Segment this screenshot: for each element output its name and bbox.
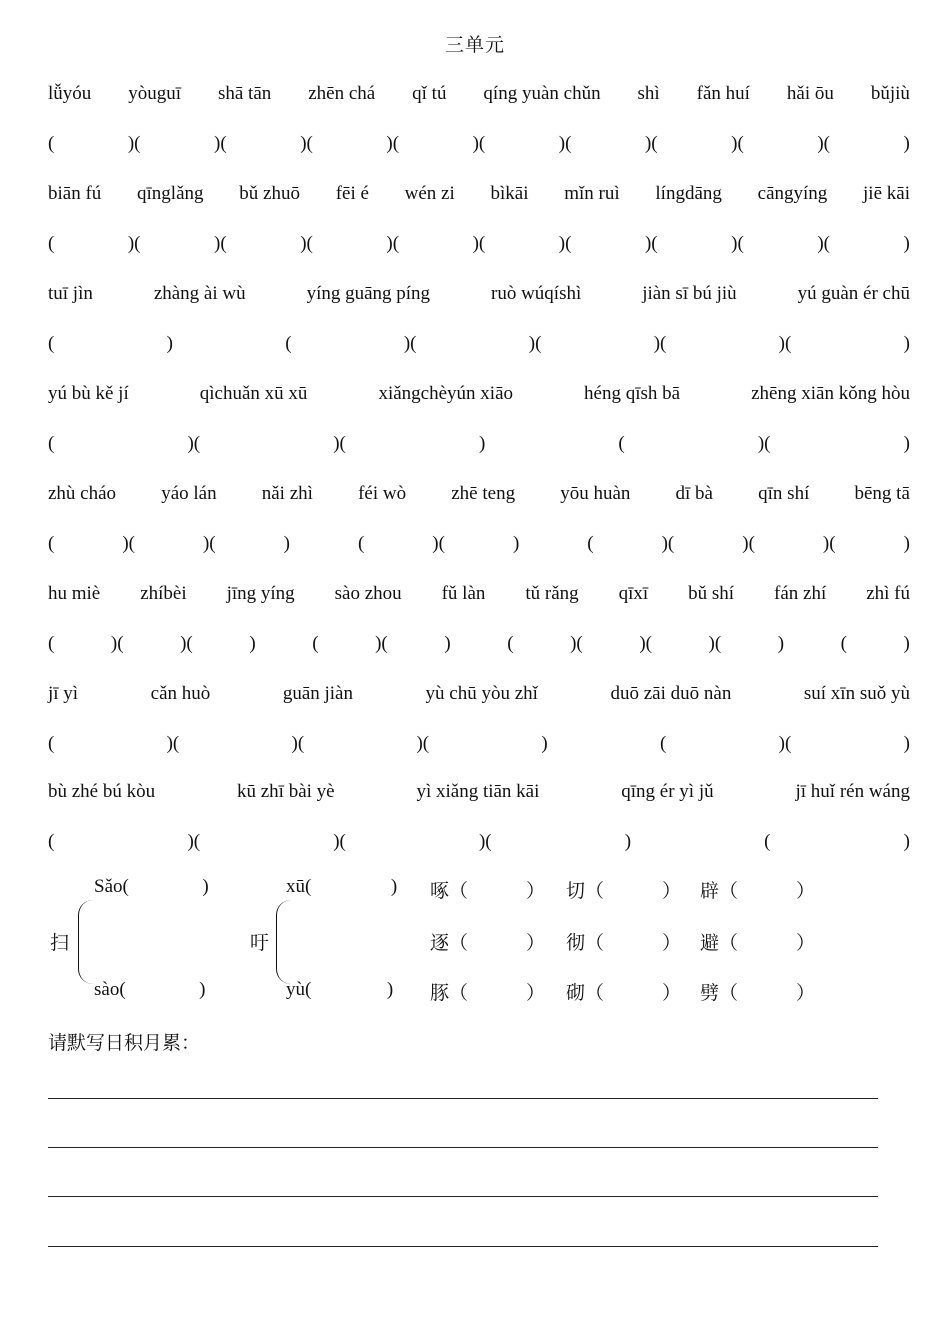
bracket: ) [903,831,910,852]
bracket-close: ） [796,982,816,1004]
pinyin-row [48,280,910,308]
pinyin-word: qíng yuàn chǔn [483,83,601,104]
bracket: )( [661,533,675,554]
bracket: ) [249,633,256,654]
pinyin-word: yú guàn ér chū [797,283,910,304]
answer-bracket-row[interactable] [48,230,910,258]
bracket: )( [333,433,346,454]
bracket: )( [478,831,492,852]
pinyin-word: wén zi [404,183,455,204]
pinyin-word: jī huǐ rén wáng [795,781,910,802]
char-pinyin-item [566,928,681,955]
recite-prompt: 请默写日积月累： [48,1032,201,1054]
bracket: ) [283,533,290,554]
char-pinyin-item [566,876,681,903]
pinyin-label: yù( [286,979,312,1000]
bracket: )( [180,633,193,654]
polyphone-sao-top [94,876,209,898]
pinyin-word: qīng ér yì jǔ [621,781,714,802]
hanzi: 逐 [430,932,450,954]
bracket: )( [403,333,417,354]
bracket: )( [166,733,180,754]
pinyin-word: ruò wúqíshì [491,283,582,304]
bracket: )( [731,133,744,154]
answer-line[interactable] [48,1098,878,1099]
bracket: )( [778,333,792,354]
pinyin-word: zhíbèi [140,583,187,604]
bracket: ) [777,633,785,654]
pinyin-row [48,180,910,208]
bracket-open: （ [585,880,605,902]
answer-line[interactable] [48,1147,878,1148]
bracket: ( [618,433,625,454]
polyphone-char: 扫 [50,932,70,954]
bracket: ( [48,233,55,254]
pinyin-word: língdāng [655,183,722,204]
bracket: ) [903,233,910,254]
bracket: )( [375,633,388,654]
pinyin-word: nǎi zhì [261,483,313,504]
pinyin-word: sào zhou [334,583,402,604]
bracket: ( [764,831,771,852]
bracket-open: （ [719,932,739,954]
bracket-close: ) [386,979,394,1000]
bracket: )( [708,633,722,654]
pinyin-word: tuī jìn [48,283,93,304]
pinyin-word: yì xiǎng tiān kāi [416,781,540,802]
pinyin-row [48,80,910,108]
pinyin-word: hǎi ōu [786,83,834,104]
bracket: ( [357,533,365,554]
bracket: )( [817,133,831,154]
pinyin-word: fǎn huí [696,83,750,104]
bracket: )( [778,733,792,754]
bracket: ( [312,633,319,654]
pinyin-word: fǔ làn [441,583,486,604]
pinyin-word: qǐ tú [412,83,447,104]
bracket: ) [166,333,173,354]
pinyin-word: fēi é [335,183,369,204]
pinyin-row [48,580,910,608]
bracket: ) [903,533,910,554]
bracket: ( [48,333,55,354]
bracket: ( [48,133,55,154]
pinyin-word: qīn shí [758,483,810,504]
char-pinyin-item [430,928,545,955]
polyphone-xu-bottom [286,979,393,1001]
pinyin-word: jiē kāi [863,183,910,204]
pinyin-row [48,680,910,708]
pinyin-word: mǐn ruì [564,183,620,204]
bracket-open: （ [449,932,469,954]
hanzi: 啄 [430,880,450,902]
hanzi: 辟 [700,880,720,902]
bracket: )( [742,533,755,554]
pinyin-row [48,480,910,508]
answer-bracket-row[interactable] [48,330,910,358]
answer-line[interactable] [48,1196,878,1197]
bracket: ) [512,533,520,554]
bracket: ) [903,333,910,354]
bracket: ( [48,831,55,852]
bracket: ) [478,433,486,454]
bracket-close: ） [662,932,682,954]
pinyin-word: yù chū yòu zhǐ [425,683,538,704]
pinyin-word: yōu huàn [560,483,631,504]
pinyin-word: kū zhī bài yè [236,781,335,802]
pinyin-word: cāngyíng [757,183,828,204]
char-pinyin-item [430,876,545,903]
bracket: )( [472,233,486,254]
bracket: )( [558,233,572,254]
bracket-close: ） [796,880,816,902]
pinyin-word: yú bù kě jí [48,383,129,404]
bracket: )( [644,133,658,154]
bracket-close: ) [199,979,206,1000]
pinyin-word: xiǎngchèyún xiāo [378,383,514,404]
bracket-open: （ [719,880,739,902]
bracket-close: ) [390,876,398,897]
bracket: ( [48,633,55,654]
bracket: )( [817,233,831,254]
bracket: ( [840,633,847,654]
pinyin-word: yáo lán [161,483,217,504]
answer-bracket-row[interactable] [48,730,910,758]
pinyin-word: féi wò [358,483,407,504]
bracket: ( [48,733,55,754]
answer-bracket-row[interactable] [48,130,910,158]
bracket: )( [570,633,583,654]
bracket: ) [903,733,910,754]
bracket: ( [285,333,292,354]
hanzi: 切 [566,880,586,902]
polyphone-xu-top [286,876,397,898]
bracket: )( [822,533,836,554]
bracket: )( [122,533,135,554]
hanzi: 避 [700,932,720,954]
pinyin-word: tǔ rǎng [525,583,579,604]
bracket: )( [214,233,227,254]
polyphone-char: 吁 [250,932,270,954]
char-pinyin-item [700,978,815,1005]
bracket: )( [127,233,141,254]
bracket: )( [127,133,141,154]
bracket: )( [187,831,201,852]
bracket-close: ） [526,982,546,1004]
answer-bracket-row[interactable] [48,430,910,458]
bracket: )( [416,733,430,754]
bracket: ) [903,633,910,654]
pinyin-word: qīxī [618,583,649,604]
pinyin-word: bēng tā [854,483,910,504]
polyphone-xu [250,870,420,1000]
pinyin-label: xū( [286,876,312,897]
pinyin-word: dī bà [675,483,713,504]
bracket: )( [528,333,542,354]
pinyin-word: zhēng xiān kǒng hòu [751,383,910,404]
hanzi: 彻 [566,932,586,954]
pinyin-word: duō zāi duō nàn [610,683,732,704]
pinyin-word: fán zhí [774,583,827,604]
bracket: ( [507,633,514,654]
bracket: ( [48,533,55,554]
pinyin-word: bǔ shí [688,583,735,604]
bracket-open: （ [719,982,739,1004]
pinyin-word: bù zhé bú kòu [48,781,156,802]
bracket: )( [472,133,486,154]
pinyin-word: bǔ zhuō [239,183,300,204]
bracket-close: ) [202,876,209,897]
page-title: 三单元 [444,34,505,56]
answer-line[interactable] [48,1246,878,1247]
brace [78,900,93,984]
bracket-open: （ [449,982,469,1004]
bracket: ) [624,831,632,852]
pinyin-label: sào( [94,979,126,1000]
pinyin-word: zhēn chá [308,83,376,104]
bracket: ) [903,433,910,454]
bracket-close: ） [662,982,682,1004]
bracket: ( [660,733,667,754]
bracket: )( [291,733,305,754]
bracket: )( [653,333,667,354]
bracket: )( [110,633,124,654]
hanzi: 砌 [566,982,586,1004]
bracket-open: （ [585,932,605,954]
pinyin-word: héng qīsh bā [584,383,681,404]
answer-bracket-row[interactable] [48,530,910,558]
pinyin-word: shì [637,83,660,104]
pinyin-word: bìkāi [490,183,529,204]
char-pinyin-item [700,928,815,955]
bracket: )( [432,533,445,554]
pinyin-word: zhē teng [451,483,516,504]
bracket: )( [386,133,400,154]
pinyin-word: suí xīn suǒ yù [803,683,910,704]
bracket: )( [644,233,658,254]
bracket: )( [333,831,346,852]
bracket: ) [903,133,910,154]
polyphone-sao-bottom [94,979,205,1001]
pinyin-word: yòuguī [128,83,182,104]
pinyin-word: guān jiàn [282,683,353,704]
bracket: )( [757,433,771,454]
pinyin-word: cǎn huò [150,683,211,704]
bracket: ) [444,633,451,654]
bracket-close: ） [662,880,682,902]
pinyin-word: yíng guāng píng [306,283,431,304]
hanzi: 劈 [700,982,720,1004]
pinyin-word: jiàn sī bú jiù [642,283,737,304]
bracket-open: （ [449,880,469,902]
brace [276,900,291,984]
answer-bracket-row[interactable] [48,828,910,856]
bracket: )( [731,233,744,254]
pinyin-word: shā tān [217,83,272,104]
bracket-open: （ [585,982,605,1004]
pinyin-word: biān fú [48,183,102,204]
char-pinyin-item [566,978,681,1005]
pinyin-word: lǚyóu [48,83,92,104]
bracket-close: ） [526,932,546,954]
hanzi: 豚 [430,982,450,1004]
pinyin-word: jīng yíng [226,583,295,604]
bracket: )( [214,133,227,154]
bracket-close: ） [796,932,816,954]
pinyin-word: qīnglǎng [137,183,204,204]
bracket-close: ） [526,880,546,902]
bracket: ) [541,733,548,754]
pinyin-word: hu miè [48,583,101,604]
char-pinyin-item [430,978,545,1005]
pinyin-label: Sǎo( [94,876,129,897]
bracket: )( [300,233,313,254]
pinyin-word: qìchuǎn xū xū [199,383,308,404]
polyphone-sao [48,870,248,1000]
pinyin-row [48,778,910,806]
bracket: ( [48,433,55,454]
bracket: )( [300,133,313,154]
answer-bracket-row[interactable] [48,630,910,658]
pinyin-word: zhàng ài wù [153,283,246,304]
pinyin-word: jī yì [48,683,79,704]
pinyin-word: zhì fú [866,583,910,604]
pinyin-word: zhù cháo [48,483,117,504]
bracket: )( [187,433,201,454]
bracket: )( [202,533,216,554]
pinyin-word: bǔjiù [870,83,910,104]
char-pinyin-item [700,876,815,903]
bracket: )( [639,633,652,654]
pinyin-row [48,380,910,408]
bracket: ( [587,533,594,554]
bracket: )( [558,133,572,154]
bracket: )( [386,233,400,254]
